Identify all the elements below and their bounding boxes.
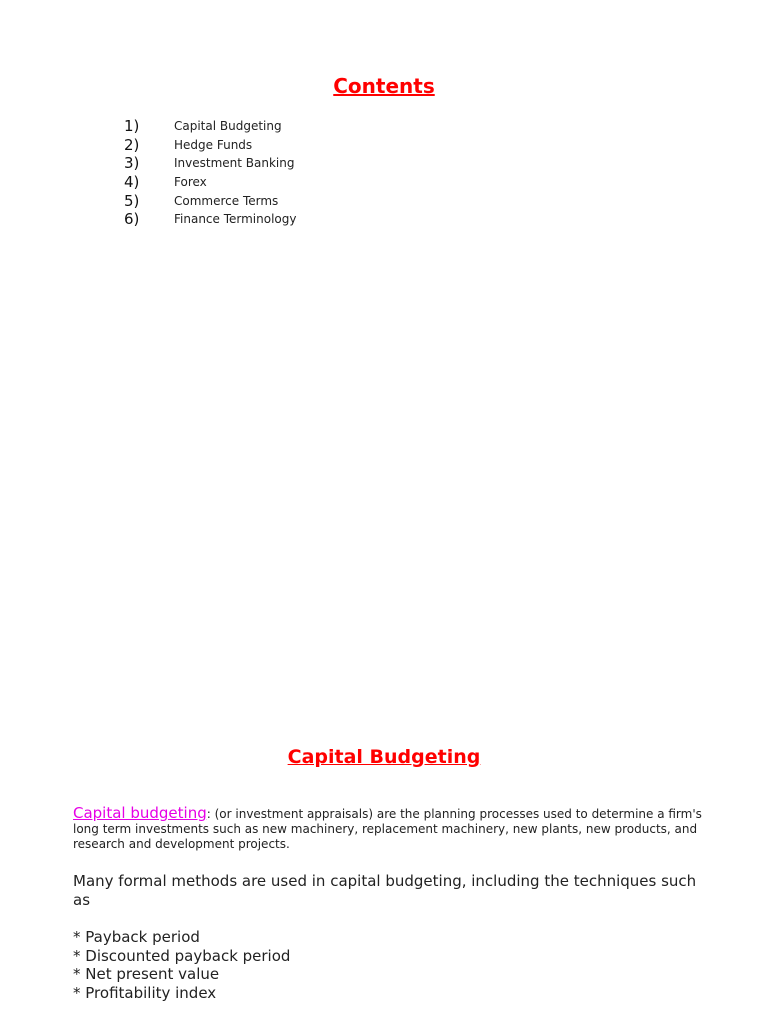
toc-item-label: Commerce Terms — [174, 193, 279, 208]
toc-item-number: 3) — [124, 154, 140, 173]
toc-item-label: Hedge Funds — [174, 137, 253, 152]
methods-paragraph: Many formal methods are used in capital budgeting, including the techniques such as — [73, 872, 697, 909]
toc-item-number: 5) — [124, 191, 140, 210]
definition-text: : (or investment appraisals) are the planning processes used to determine a firm's long term investments such as new machinery, replacement machinery, new plants, new products, and research and development projects. — [73, 807, 702, 851]
toc-item-label: Forex — [174, 175, 207, 190]
technique-item: * Payback period — [73, 928, 200, 946]
toc-item — [124, 136, 296, 155]
toc-item-label: Investment Banking — [174, 156, 295, 171]
toc-item-number: 1) — [124, 117, 140, 136]
techniques-list — [73, 928, 290, 1002]
toc-item — [124, 210, 296, 229]
definition-paragraph — [73, 806, 713, 852]
toc-item-number: 4) — [124, 173, 140, 192]
table-of-contents — [124, 117, 296, 229]
toc-item — [124, 154, 296, 173]
toc-item-label: Capital Budgeting — [174, 119, 282, 134]
toc-item-number: 2) — [124, 135, 140, 154]
technique-item: * Profitability index — [73, 983, 217, 1002]
toc-item — [124, 173, 296, 192]
contents-heading: Contents — [333, 74, 435, 98]
technique-item: * Discounted payback period — [73, 946, 291, 965]
toc-item-number: 6) — [124, 210, 140, 229]
toc-item — [124, 117, 296, 136]
section-heading: Capital Budgeting — [287, 746, 481, 768]
toc-item — [124, 191, 296, 210]
toc-item-label: Finance Terminology — [174, 212, 297, 227]
technique-item: * Net present value — [73, 965, 220, 984]
defined-term: Capital budgeting — [73, 804, 207, 822]
